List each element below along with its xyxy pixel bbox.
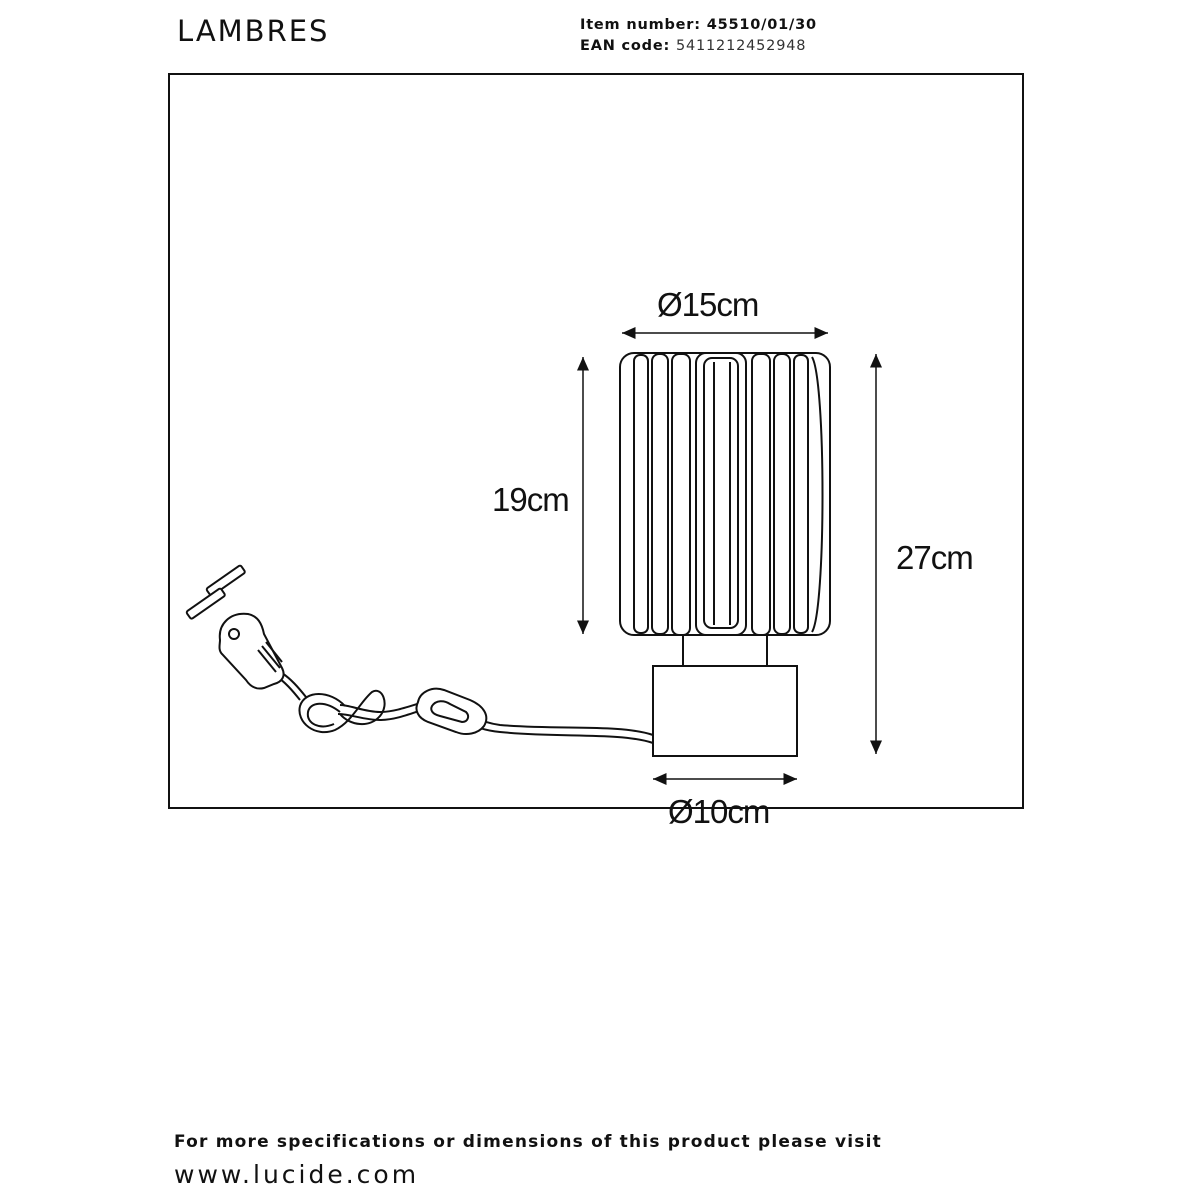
product-title: LAMBRES — [177, 14, 330, 48]
lamp-neck — [683, 635, 767, 666]
inline-switch — [416, 689, 486, 734]
lamp-base — [653, 666, 797, 756]
shade-diameter-label: Ø15cm — [657, 286, 759, 323]
base-diameter-label: Ø10cm — [668, 793, 770, 830]
footer-website-link[interactable]: www.lucide.com — [174, 1160, 420, 1189]
ean-value: 5411212452948 — [675, 38, 807, 54]
lamp-shade — [620, 353, 830, 635]
plug — [186, 565, 284, 689]
item-number-label: Item number: — [580, 17, 701, 33]
item-number-value: 45510/01/30 — [706, 17, 817, 33]
ean-label: EAN code: — [580, 38, 671, 54]
total-height-label: 27cm — [896, 539, 973, 576]
footer-info-text: For more specifications or dimensions of this product please visit — [174, 1132, 882, 1152]
shade-height-label: 19cm — [492, 481, 569, 518]
